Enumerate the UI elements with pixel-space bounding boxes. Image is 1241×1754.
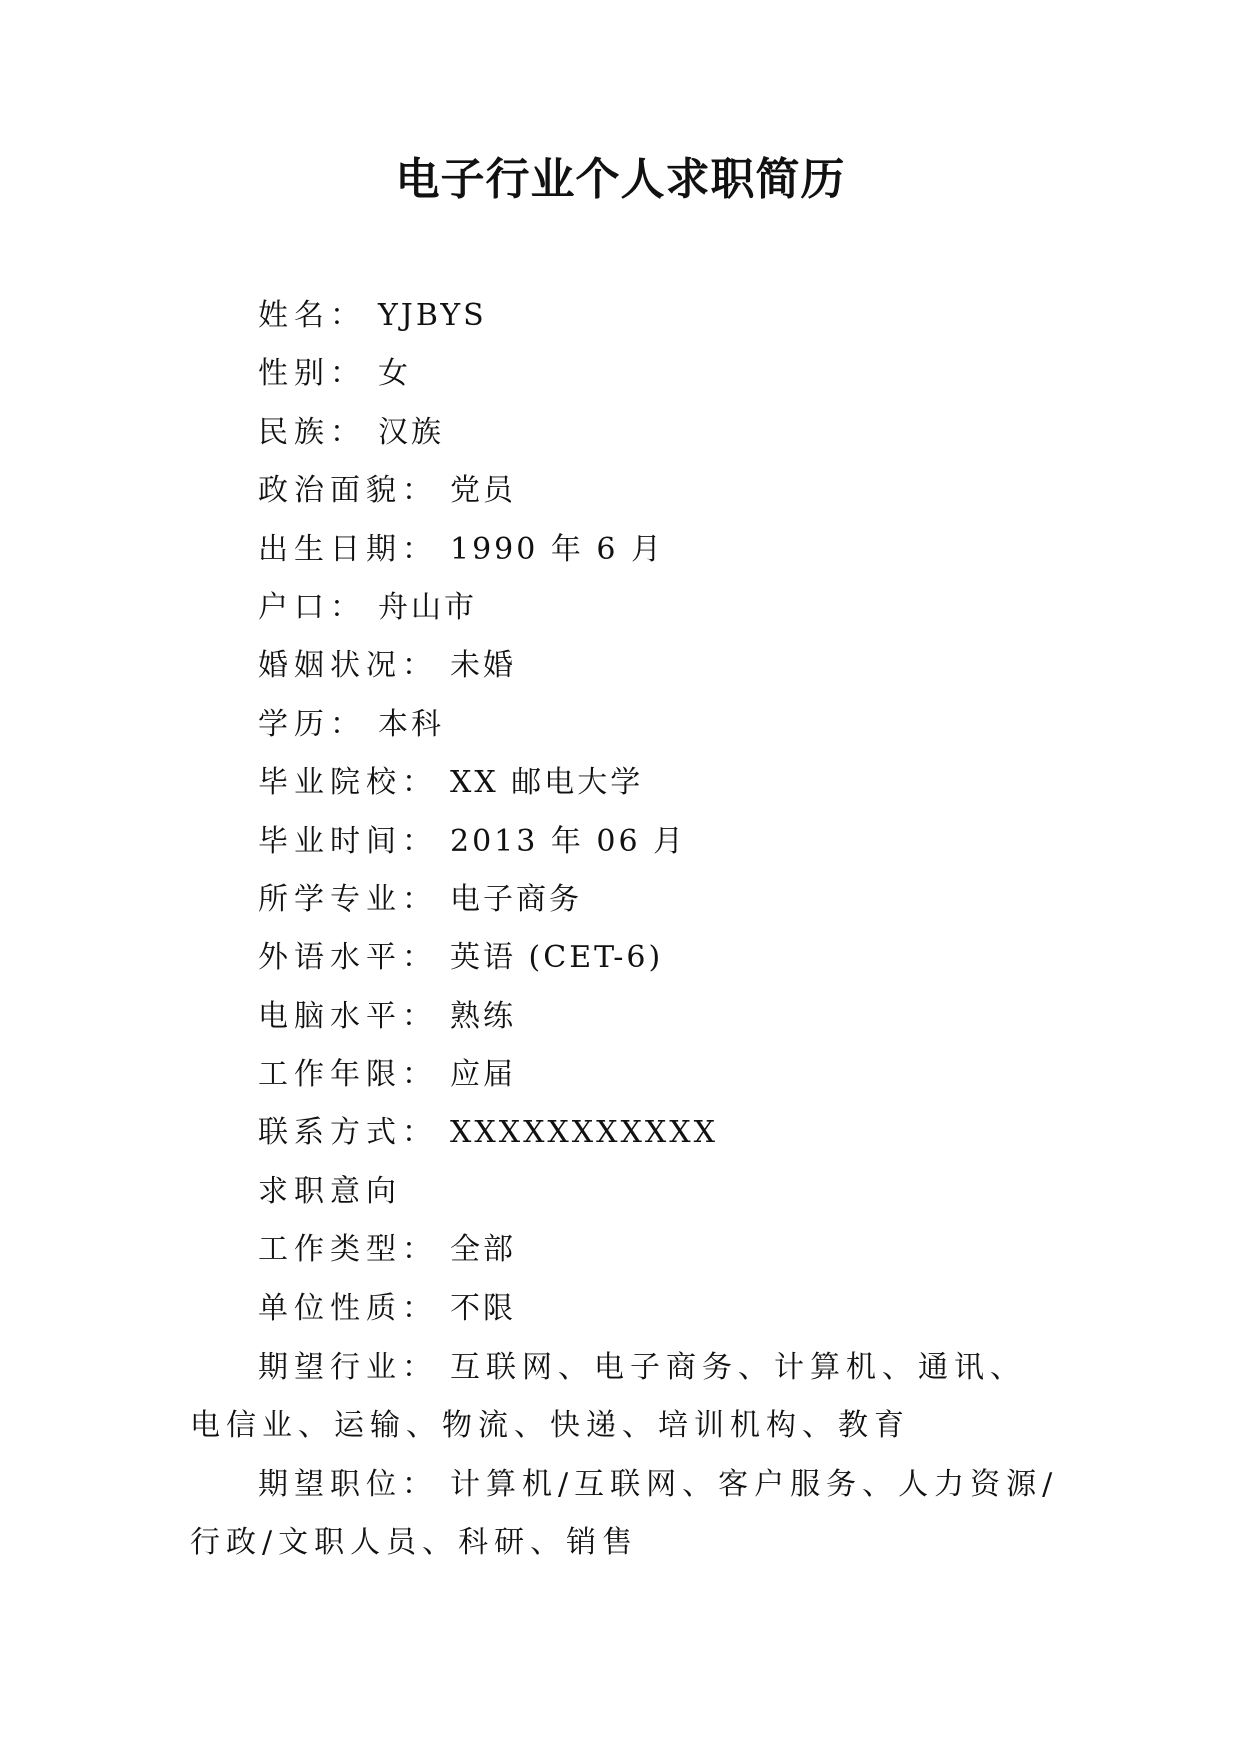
field-computer-level (258, 988, 1078, 1046)
field-gender (258, 345, 1078, 403)
field-value: 未婚 (450, 648, 516, 684)
field-label: 外语水平： (258, 940, 438, 976)
field-label: 工作年限： (258, 1057, 438, 1093)
field-company-type (258, 1280, 1078, 1338)
field-value: XXXXXXXXXXX (450, 1115, 718, 1151)
field-label: 期望职位： (258, 1467, 438, 1502)
field-value: 本科 (378, 706, 444, 742)
field-value: 2013 年 06 月 (450, 823, 687, 859)
field-household (258, 579, 1078, 637)
field-graduation-date (258, 813, 1078, 871)
field-birth-date (258, 521, 1078, 579)
field-label: 单位性质： (258, 1290, 438, 1326)
field-expected-position (190, 1456, 1060, 1573)
field-value: 女 (378, 356, 411, 392)
field-label: 性别： (258, 356, 366, 392)
field-value: 全部 (450, 1232, 516, 1268)
field-major (258, 871, 1078, 929)
field-label: 户口： (258, 589, 366, 625)
field-label: 民族： (258, 414, 366, 450)
field-label: 毕业院校： (258, 765, 438, 801)
field-value: 不限 (450, 1290, 516, 1326)
field-value: 熟练 (450, 998, 516, 1034)
field-value: 汉族 (378, 414, 444, 450)
field-value: 舟山市 (378, 589, 477, 625)
section-job-intention (258, 1163, 1078, 1221)
field-value: YJBYS (378, 298, 487, 333)
field-contact (258, 1104, 1078, 1162)
field-label: 电脑水平： (258, 998, 438, 1034)
field-ethnicity (258, 404, 1078, 462)
field-value: 党员 (450, 473, 516, 509)
field-job-type (258, 1221, 1078, 1279)
field-school (258, 754, 1078, 812)
field-expected-industry (190, 1339, 1060, 1456)
personal-info-list (258, 287, 1078, 1338)
field-label: 姓名： (258, 298, 366, 333)
field-name (258, 287, 1078, 345)
field-label: 毕业时间： (258, 823, 438, 859)
field-value: XX 邮电大学 (450, 765, 644, 801)
field-value: 1990 年 6 月 (450, 531, 665, 567)
field-value: 电子商务 (450, 881, 582, 917)
field-label: 期望行业： (258, 1350, 438, 1385)
section-heading: 求职意向 (258, 1173, 402, 1209)
field-language-level (258, 929, 1078, 987)
field-education (258, 696, 1078, 754)
field-political-status (258, 462, 1078, 520)
field-value: 互联网、电子商务、计算机、通讯、电信业、运输、物流、快递、培训机构、教育 (190, 1350, 1026, 1444)
field-label: 政治面貌： (258, 473, 438, 509)
field-work-years (258, 1046, 1078, 1104)
field-label: 学历： (258, 706, 366, 742)
field-label: 出生日期： (258, 531, 438, 567)
field-value: 计算机/互联网、客户服务、人力资源/行政/文职人员、科研、销售 (190, 1467, 1059, 1561)
field-label: 婚姻状况： (258, 648, 438, 684)
field-marital-status (258, 637, 1078, 695)
page-title: 电子行业个人求职简历 (395, 154, 846, 205)
field-value: 应届 (450, 1057, 516, 1093)
field-value: 英语 (CET-6) (450, 940, 664, 976)
field-label: 工作类型： (258, 1232, 438, 1268)
field-label: 联系方式： (258, 1115, 438, 1151)
field-label: 所学专业： (258, 881, 438, 917)
